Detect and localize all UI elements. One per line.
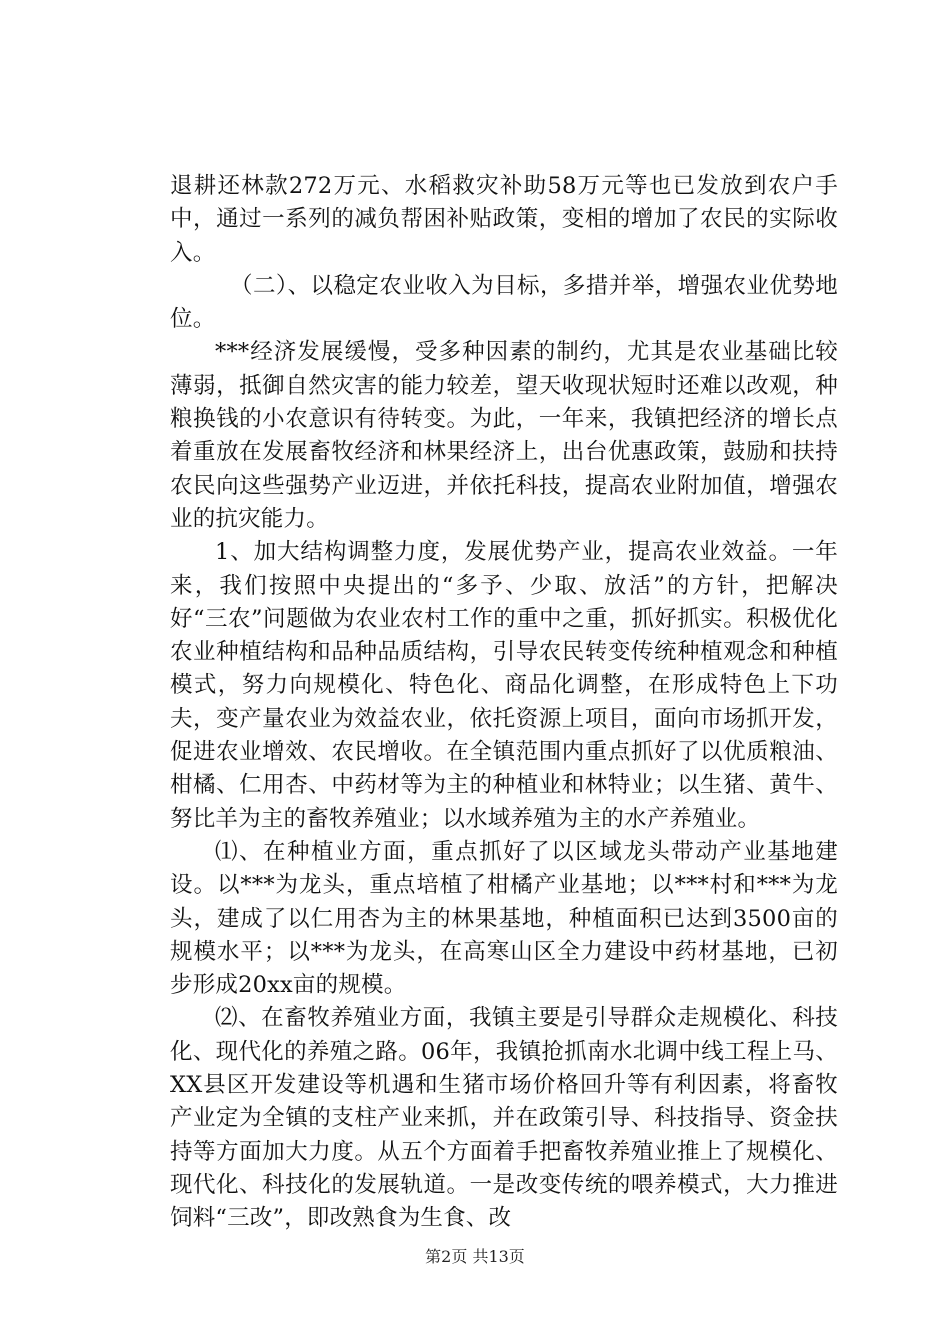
section-heading: （二）、以稳定农业收入为目标，多措并举，增强农业优势地位。 (170, 272, 838, 333)
paragraph: 1、加大结构调整力度，发展优势产业，提高农业效益。一年来，我们按照中央提出的“多予、少取、放活”的方针，把解决好“三农”问题做为农业农村工作的重中之重，抓好抓实。积极优化农业种植结构和品种品质结构，引导农民转变传统种植观念和种植模式，努力向规模化、特色化、商品化调整，在形成特色上下功夫，变产量农业为效益农业，依托资源上项目，面向市场抓开发，促进农业增效、农民增收。在全镇范围内重点抓好了以优质粮油、柑橘、仁用杏、中药材等为主的种植业和林特业；以生猪、黄牛、努比羊为主的畜牧养殖业；以水域养殖为主的水产养殖业。 (170, 539, 838, 832)
paragraph: ⑵、在畜牧养殖业方面，我镇主要是引导群众走规模化、科技化、现代化的养殖之路。06年，我镇抢抓南水北调中线工程上马、XX县区开发建设等机遇和生猪市场价格回升等有利因素，将畜牧产业定为全镇的支柱产业来抓，并在政策引导、科技指导、资金扶持等方面加大力度。从五个方面着手把畜牧养殖业推上了规模化、现代化、科技化的发展轨道。一是改变传统的喂养模式，大力推进饲料“三改”，即改熟食为生食、改 (170, 1005, 838, 1232)
paragraph: ⑴、在种植业方面，重点抓好了以区域龙头带动产业基地建设。以***为龙头，重点培植了柑橘产业基地；以***村和***为龙头，建成了以仁用杏为主的林果基地，种植面积已达到3500亩的规模水平；以***为龙头，在高寒山区全力建设中药材基地，已初步形成20xx亩的规模。 (170, 838, 838, 999)
page-footer (0, 1247, 950, 1267)
paragraph-continued: 退耕还林款272万元、水稻救灾补助58万元等也已发放到农户手中，通过一系列的减负帮困补贴政策，变相的增加了农民的实际收入。 (170, 173, 838, 266)
page-number: 第2页 共13页 (425, 1247, 525, 1266)
paragraph: ***经济发展缓慢，受多种因素的制约，尤其是农业基础比较薄弱，抵御自然灾害的能力较差，望天收现状短时还难以改观，种粮换钱的小农意识有待转变。为此，一年来，我镇把经济的增长点着重放在发展畜牧经济和林果经济上，出台优惠政策，鼓励和扶持农民向这些强势产业迈进，并依托科技，提高农业附加值，增强农业的抗灾能力。 (170, 339, 838, 532)
document-body (170, 170, 838, 1236)
